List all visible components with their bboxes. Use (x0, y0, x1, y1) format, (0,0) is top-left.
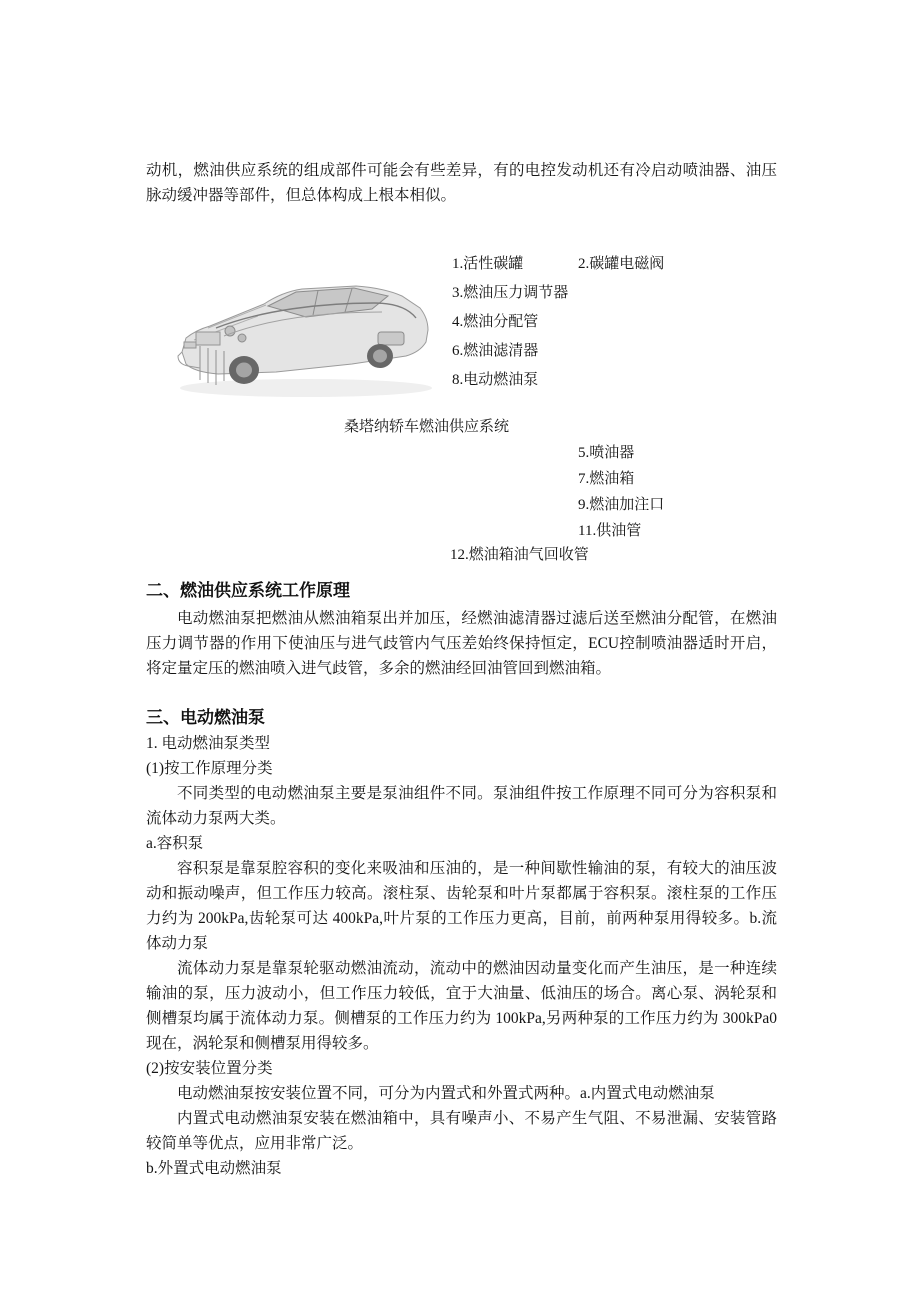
legend-item-pressure-regulator: 3.燃油压力调节器 (452, 285, 569, 301)
section-heading-working-principle: 二、燃油供应系统工作原理 (146, 581, 350, 600)
legend-item-fuel-filter: 6.燃油滤清器 (452, 343, 539, 359)
hydrodynamic-pump-paragraph: 流体动力泵是靠泵轮驱动燃油流动，流动中的燃油因动量变化而产生油压，是一种连续输油的泵，压力波动小，但工作压力较低，宜于大油量、低油压的场合。离心泵、涡轮泵和侧槽泵均属于流体动力泵。侧槽泵的工作压力约为 100kPa,另两种泵的工作压力约为 300kPa0 现在，涡轮泵和侧槽泵用得较多。 (146, 960, 777, 1052)
legend-item-canister-solenoid-valve: 2.碳罐电磁阀 (578, 256, 665, 272)
by-position-subheading: (2)按安装位置分类 (146, 1060, 273, 1077)
fuel-system-figure (146, 242, 777, 570)
legend-item-carbon-canister: 1.活性碳罐 (452, 256, 524, 272)
legend-item-fuel-rail: 4.燃油分配管 (452, 314, 539, 330)
section-heading-electric-fuel-pump: 三、电动燃油泵 (146, 708, 265, 727)
car-illustration-svg (166, 246, 442, 408)
by-principle-subheading: (1)按工作原理分类 (146, 760, 273, 777)
figure-legend-right (578, 440, 664, 544)
figure-caption: 桑塔纳轿车燃油供应系统 (344, 419, 510, 435)
legend-item-injector: 5.喷油器 (578, 445, 635, 461)
figure-legend-left (452, 250, 568, 395)
santana-cutaway-illustration (166, 246, 442, 408)
positive-displacement-subheading: a.容积泵 (146, 835, 204, 852)
legend-item-supply-pipe: 11.供油管 (578, 523, 642, 539)
positive-displacement-paragraph: 容积泵是靠泵腔容积的变化来吸油和压油的，是一种间歇性输油的泵，有较大的油压波动和振动噪声，但工作压力较高。滚柱泵、齿轮泵和叶片泵都属于容积泵。滚柱泵的工作压力约为 200kPa,齿轮泵可达 400kPa,叶片泵的工作压力更高，目前，前两种泵用得较多。b.流体动力泵 (146, 860, 777, 952)
legend-item-fuel-tank: 7.燃油箱 (578, 471, 635, 487)
external-pump-subheading: b.外置式电动燃油泵 (146, 1160, 282, 1177)
legend-item-electric-fuel-pump: 8.电动燃油泵 (452, 372, 539, 388)
legend-item-filler-port: 9.燃油加注口 (578, 497, 665, 513)
legend-item-vapor-recovery-pipe: 12.燃油箱油气回收管 (450, 547, 589, 563)
by-principle-intro-paragraph: 不同类型的电动燃油泵主要是泵油组件不同。泵油组件按工作原理不同可分为容积泵和流体动力泵两大类。 (146, 785, 777, 827)
pump-type-subheading: 1. 电动燃油泵类型 (146, 735, 271, 752)
working-principle-paragraph: 电动燃油泵把燃油从燃油箱泵出并加压，经燃油滤清器过滤后送至燃油分配管，在燃油压力调节器的作用下使油压与进气歧管内气压差始终保持恒定，ECU控制喷油器适时开启，将定量定压的燃油喷入进气歧管，多余的燃油经回油管回到燃油箱。 (146, 610, 777, 677)
intro-paragraph: 动机，燃油供应系统的组成部件可能会有些差异，有的电控发动机还有冷启动喷油器、油压脉动缓冲器等部件，但总体构成上根本相似。 (146, 162, 777, 204)
in-tank-pump-paragraph: 内置式电动燃油泵安装在燃油箱中，具有噪声小、不易产生气阻、不易泄漏、安装管路较简单等优点，应用非常广泛。 (146, 1110, 777, 1152)
by-position-intro-paragraph: 电动燃油泵按安装位置不同，可分为内置式和外置式两种。a.内置式电动燃油泵 (177, 1085, 715, 1102)
